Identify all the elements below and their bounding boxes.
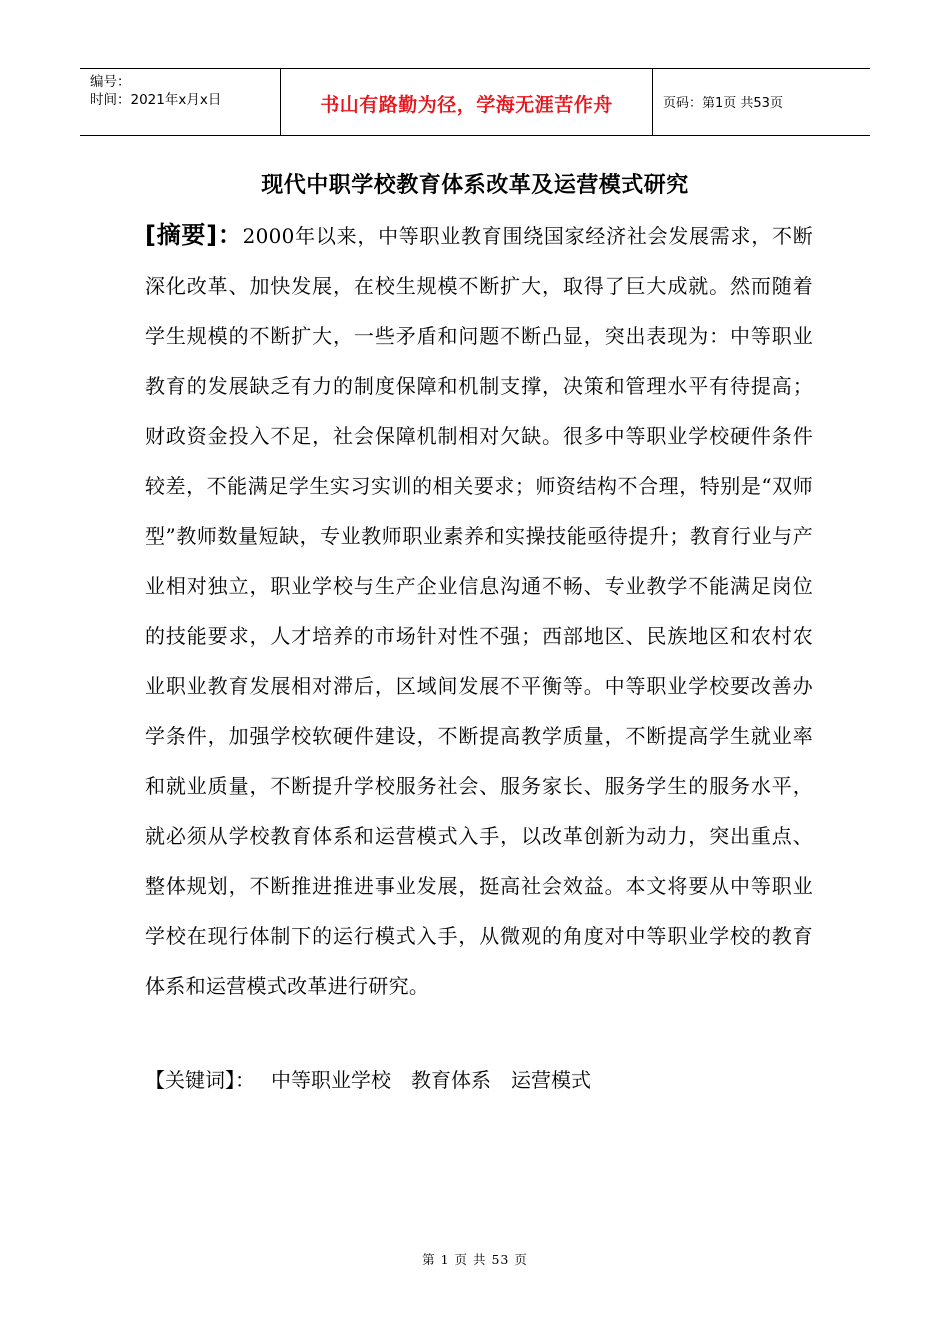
header-page-info: 页码：第1页 共53页 <box>663 95 783 111</box>
keyword-item: 教育体系 <box>411 1068 491 1092</box>
keywords-line <box>145 1060 611 1100</box>
page-footer: 第 1 页 共 53 页 <box>422 1252 528 1267</box>
header-motto-cell <box>280 69 653 135</box>
time-label: 时间：2021年x月x日 <box>90 92 222 108</box>
header-page-info-cell <box>653 69 870 135</box>
abstract-label: [摘要]： <box>145 221 243 249</box>
header-motto: 书山有路勤为径，学海无涯苦作舟 <box>320 93 613 116</box>
document-header <box>80 68 870 136</box>
keywords-label: 【关键词】： <box>145 1068 255 1092</box>
keyword-item: 运营模式 <box>511 1068 591 1092</box>
header-meta <box>80 69 280 135</box>
abstract-text: 2000年以来，中等职业教育围绕国家经济社会发展需求，不断深化改革、加快发展，在校生规模不断扩大，取得了巨大成就。然而随着学生规模的不断扩大，一些矛盾和问题不断凸显，突出表现为：中等职业教育的发展缺乏有力的制度保障和机制支撑，决策和管理水平有待提高；财政资金投入不足，社会保障机制相对欠缺。很多中等职业学校硬件条件较差，不能满足学生实习实训的相关要求；师资结构不合理，特别是“双师型”教师数量短缺，专业教师职业素养和实操技能亟待提升；教育行业与产业相对独立，职业学校与生产企业信息沟通不畅、专业教学不能满足岗位的技能要求，人才培养的市场针对性不强；西部地区、民族地区和农村农业职业教育发展相对滞后，区域间发展不平衡等。中等职业学校要改善办学条件，加强学校软硬件建设，不断提高教学质量，不断提高学生就业率和就业质量，不断提升学校服务社会、服务家长、服务学生的服务水平，就必须从学校教育体系和运营模式入手，以改革创新为动力，突出重点、整体规划，不断推进推进事业发展，挺高社会效益。本文将要从中等职业学校在现行体制下的运行模式入手，从微观的角度对中等职业学校的教育体系和运营模式改革进行研究。 <box>145 224 814 998</box>
document-title: 现代中职学校教育体系改革及运营模式研究 <box>261 173 689 198</box>
number-label: 编号： <box>90 74 131 90</box>
keyword-item: 中等职业学校 <box>271 1068 391 1092</box>
abstract-paragraph <box>145 210 813 1011</box>
